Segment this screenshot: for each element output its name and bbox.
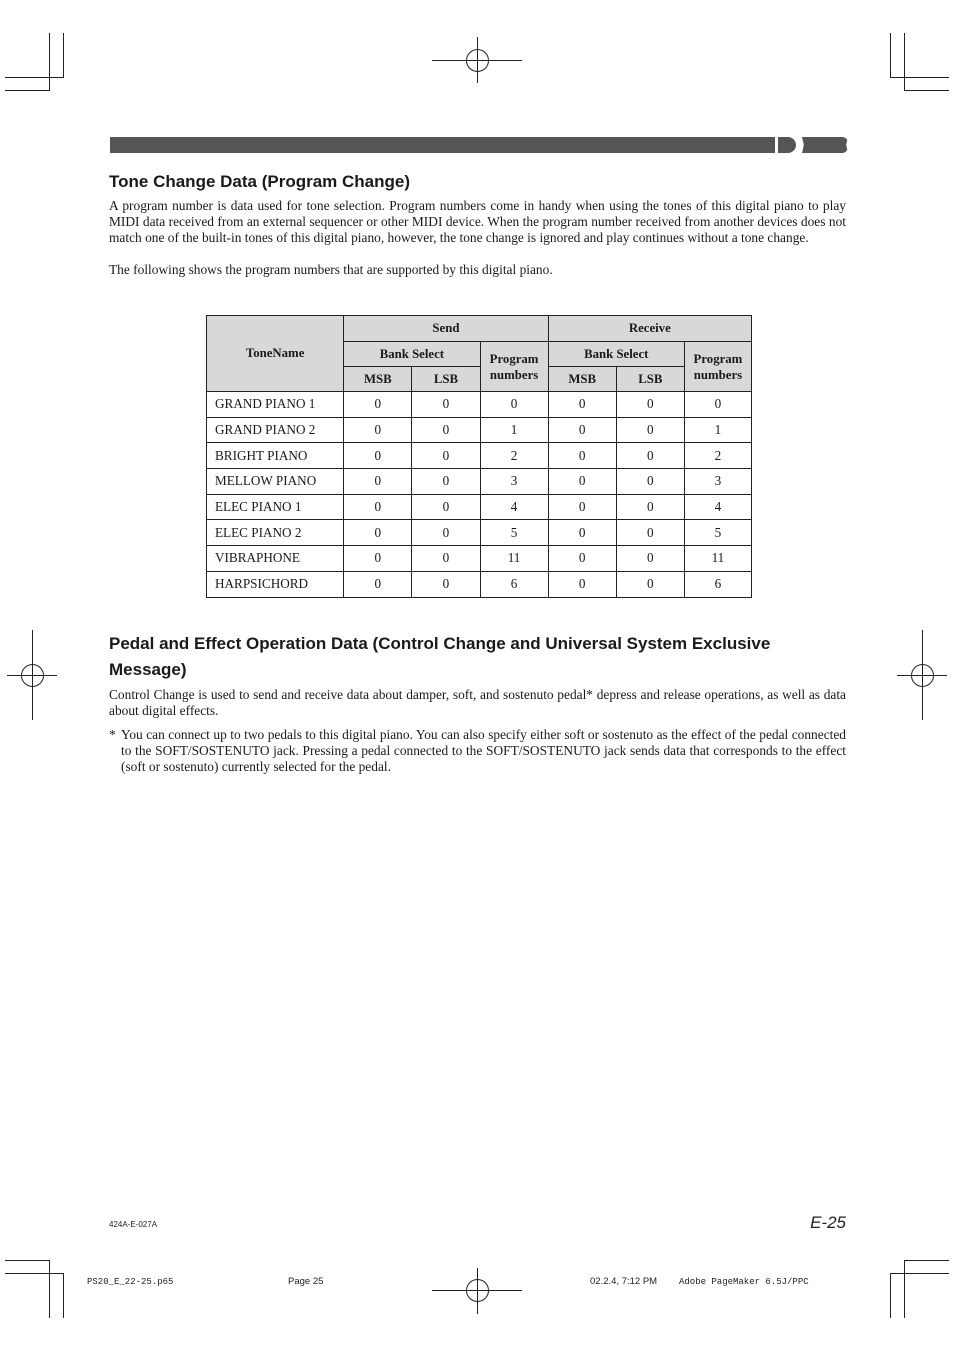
paragraph-control-change: Control Change is used to send and receive data about damper, soft, and sostenuto pedal* depress and release operations, as well as data about digital effects. (109, 687, 846, 718)
send-msb-cell: 0 (344, 392, 412, 418)
send-program-cell: 5 (480, 520, 548, 546)
header-receive-lsb: LSB (616, 367, 684, 392)
page-number: E-25 (810, 1213, 846, 1232)
table-row (207, 546, 752, 572)
send-lsb-cell: 0 (412, 417, 480, 443)
send-program-cell: 3 (480, 469, 548, 495)
receive-msb-cell: 0 (548, 494, 616, 520)
send-lsb-cell: 0 (412, 443, 480, 469)
send-program-cell: 4 (480, 494, 548, 520)
footnote-text: You can connect up to two pedals to this digital piano. You can also specify either soft or sostenuto as the effect of the pedal connected to the SOFT/SOSTENUTO jack. Pressing a pedal connected to the SOFT/SOSTENUTO jack sends data that corresponds to the effect (soft or sostenuto) currently selected for the pedal. (121, 727, 846, 774)
receive-msb-cell: 0 (548, 392, 616, 418)
header-receive: Receive (548, 316, 751, 342)
receive-msb-cell: 0 (548, 546, 616, 572)
send-msb-cell: 0 (344, 546, 412, 572)
slug-filename: PS20_E_22-25.p65 (87, 1277, 174, 1287)
receive-program-cell: 0 (684, 392, 751, 418)
header-receive-bank-select: Bank Select (548, 342, 684, 367)
table-row (207, 392, 752, 418)
tone-name-cell: ELEC PIANO 1 (207, 494, 344, 520)
receive-program-cell: 4 (684, 494, 751, 520)
header-receive-msb: MSB (548, 367, 616, 392)
receive-program-cell: 1 (684, 417, 751, 443)
receive-msb-cell: 0 (548, 443, 616, 469)
receive-msb-cell: 0 (548, 417, 616, 443)
send-lsb-cell: 0 (412, 469, 480, 495)
table-row (207, 417, 752, 443)
slug-date: 02.2.4, 7:12 PM (590, 1276, 658, 1287)
receive-msb-cell: 0 (548, 469, 616, 495)
send-msb-cell: 0 (344, 520, 412, 546)
table-row (207, 443, 752, 469)
table-row (207, 494, 752, 520)
receive-lsb-cell: 0 (616, 443, 684, 469)
send-msb-cell: 0 (344, 443, 412, 469)
receive-program-cell: 11 (684, 546, 751, 572)
table-row (207, 469, 752, 495)
header-send-program: Program numbers (480, 342, 548, 392)
section-heading-pedal-effect: Pedal and Effect Operation Data (Control Change and Universal System Exclusive (109, 634, 771, 653)
receive-lsb-cell: 0 (616, 571, 684, 597)
receive-program-cell: 3 (684, 469, 751, 495)
send-program-cell: 11 (480, 546, 548, 572)
receive-program-cell: 2 (684, 443, 751, 469)
program-number-table (206, 315, 752, 598)
header-send-lsb: LSB (412, 367, 480, 392)
send-lsb-cell: 0 (412, 392, 480, 418)
table-row (207, 520, 752, 546)
send-lsb-cell: 0 (412, 494, 480, 520)
tone-name-cell: VIBRAPHONE (207, 546, 344, 572)
tone-name-cell: MELLOW PIANO (207, 469, 344, 495)
send-msb-cell: 0 (344, 494, 412, 520)
tone-name-cell: BRIGHT PIANO (207, 443, 344, 469)
receive-lsb-cell: 0 (616, 392, 684, 418)
receive-program-cell: 5 (684, 520, 751, 546)
send-program-cell: 2 (480, 443, 548, 469)
header-send-bank-select: Bank Select (344, 342, 480, 367)
send-msb-cell: 0 (344, 469, 412, 495)
send-lsb-cell: 0 (412, 546, 480, 572)
send-program-cell: 0 (480, 392, 548, 418)
receive-lsb-cell: 0 (616, 546, 684, 572)
receive-program-cell: 6 (684, 571, 751, 597)
send-lsb-cell: 0 (412, 571, 480, 597)
header-send: Send (344, 316, 548, 342)
send-msb-cell: 0 (344, 417, 412, 443)
send-msb-cell: 0 (344, 571, 412, 597)
tone-name-cell: GRAND PIANO 1 (207, 392, 344, 418)
receive-msb-cell: 0 (548, 520, 616, 546)
receive-msb-cell: 0 (548, 571, 616, 597)
tone-name-cell: GRAND PIANO 2 (207, 417, 344, 443)
header-receive-program: Program numbers (684, 342, 751, 392)
section-heading-tone-change: Tone Change Data (Program Change) (109, 172, 410, 191)
header-tone-name: ToneName (207, 316, 344, 392)
section-heading-pedal-effect-continued: Message) (109, 660, 187, 679)
send-program-cell: 1 (480, 417, 548, 443)
receive-lsb-cell: 0 (616, 469, 684, 495)
tone-name-cell: HARPSICHORD (207, 571, 344, 597)
header-send-msb: MSB (344, 367, 412, 392)
slug-application: Adobe PageMaker 6.5J/PPC (679, 1277, 809, 1287)
receive-lsb-cell: 0 (616, 494, 684, 520)
document-code: 424A-E-027A (109, 1220, 158, 1229)
tone-name-cell: ELEC PIANO 2 (207, 520, 344, 546)
paragraph-program-number: A program number is data used for tone selection. Program numbers come in handy when using the tones of this digital piano to play MIDI data received from an external sequencer or other MIDI device. When the program number received from another devices does not match one of the built-in tones of this digital piano, however, the tone change is ignored and play continues without a tone change. (109, 198, 846, 245)
slug-page: Page 25 (288, 1276, 324, 1287)
receive-lsb-cell: 0 (616, 520, 684, 546)
paragraph-supported-programs: The following shows the program numbers that are supported by this digital piano. (109, 262, 553, 277)
table-row (207, 571, 752, 597)
receive-lsb-cell: 0 (616, 417, 684, 443)
send-lsb-cell: 0 (412, 520, 480, 546)
footnote-mark: * (109, 727, 116, 742)
send-program-cell: 6 (480, 571, 548, 597)
